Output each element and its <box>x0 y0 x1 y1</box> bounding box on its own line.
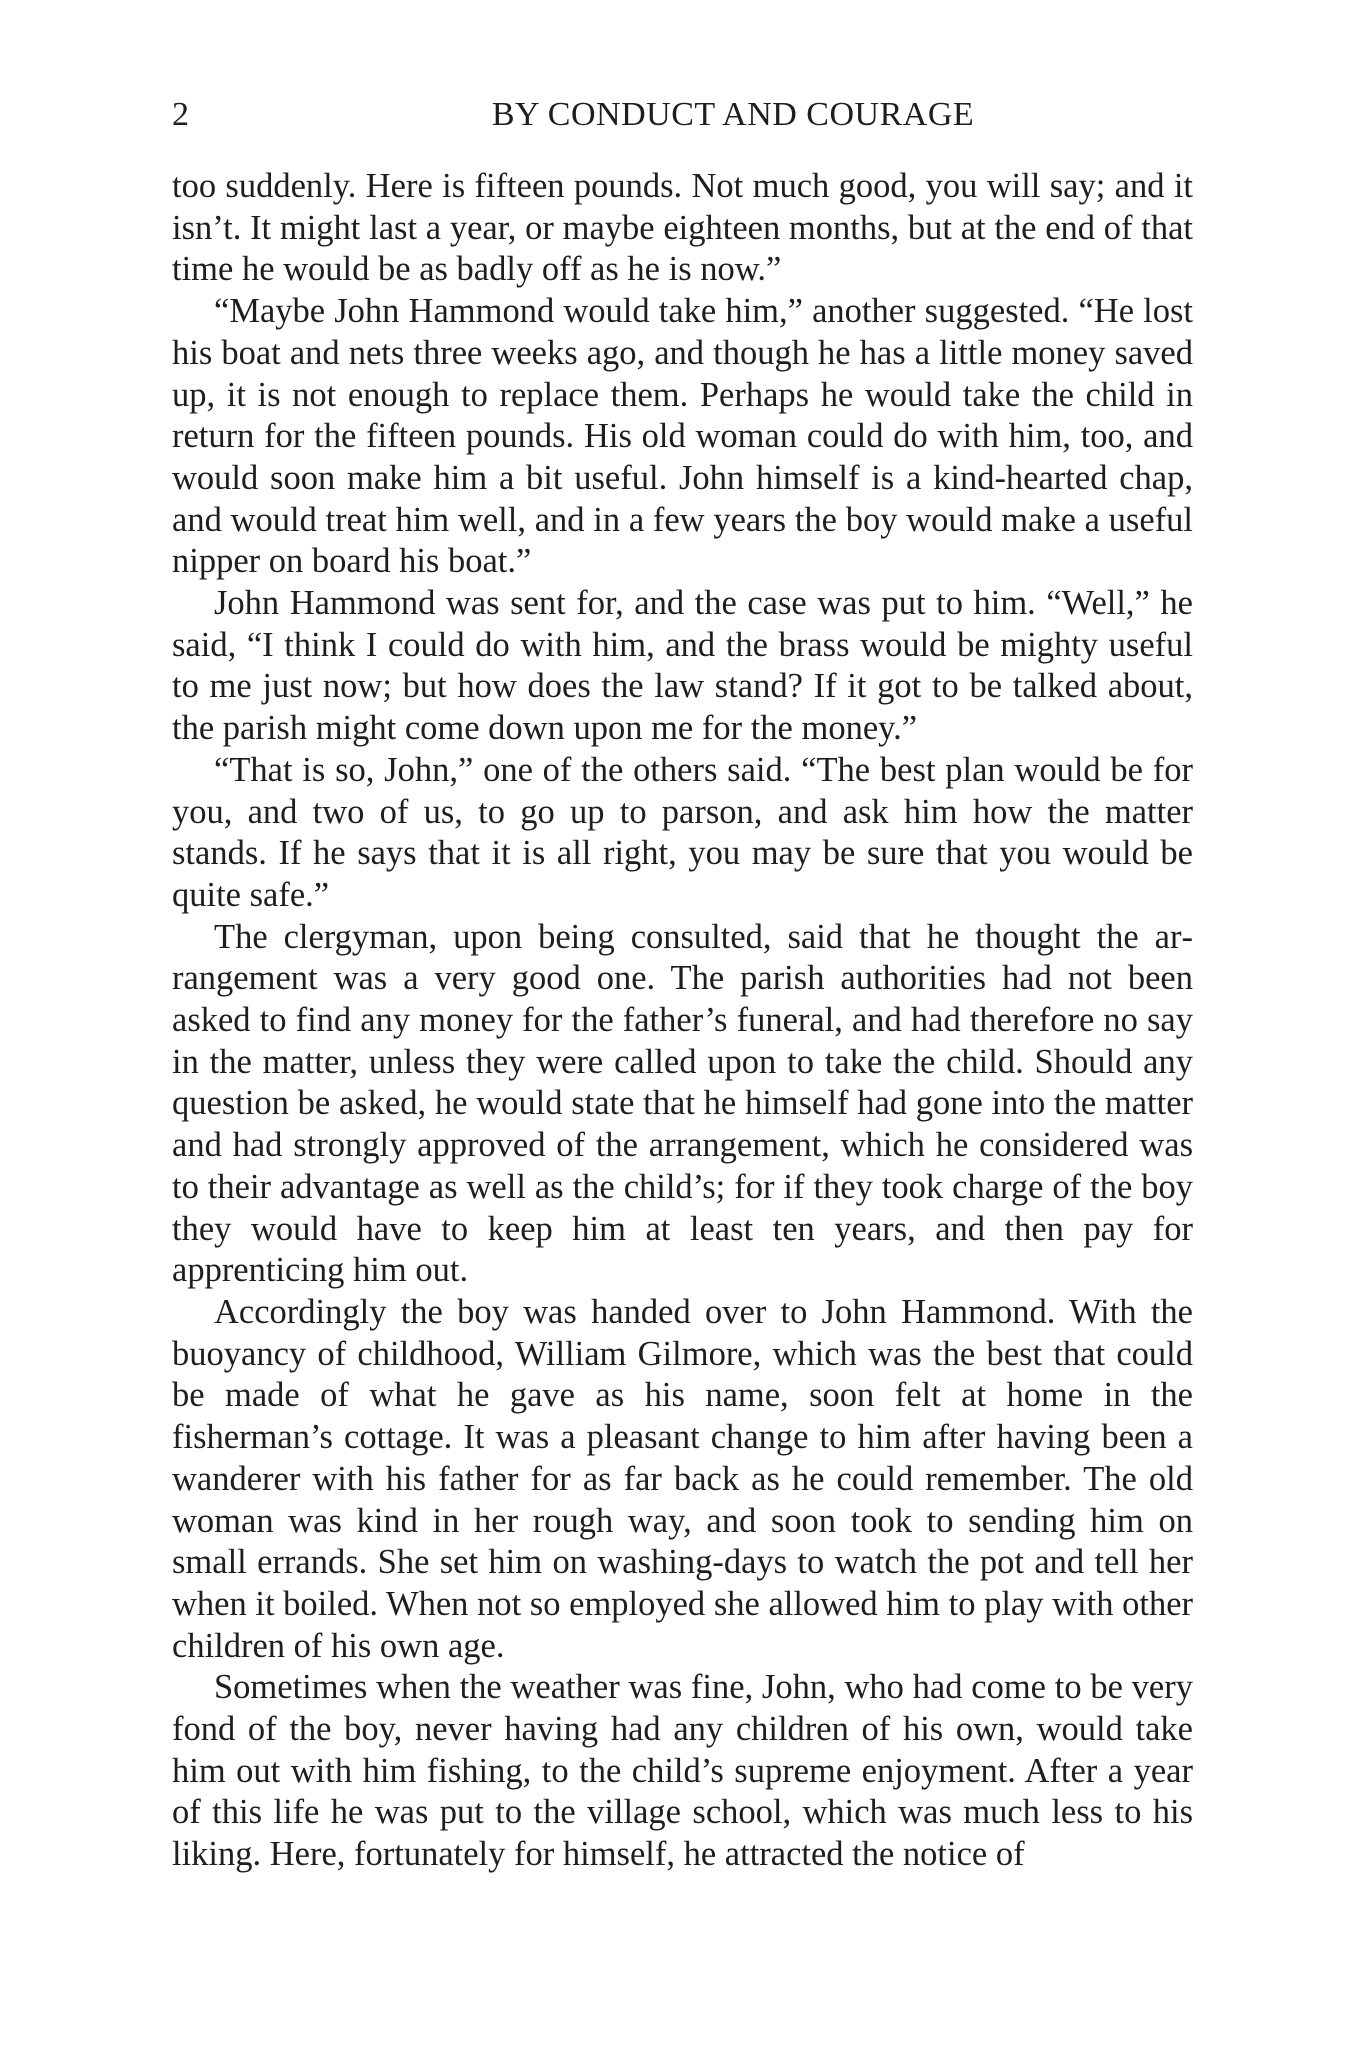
paragraph-boy-handed-over: Accordingly the boy was handed over to John Hammond. With the buoyancy of childhood, William Gilmore, which was the best that could be made of what he gave as his name, soon felt at home in the fisherman’s cottage. It was a pleasant change to him after having been a wanderer with his father for as far back as he could remember. The old woman was kind in her rough way, and soon took to sending him on small errands. She set him on washing-days to watch the pot and tell her when it boiled. When not so employed she allowed him to play with other children of his own age. <box>172 1292 1193 1665</box>
paragraph-clergyman-consulted: The clergyman, upon being consulted, said that he thought the arrangement was a very good one. The parish authorities had not been asked to find any money for the father’s funeral, and had therefore no say in the matter, unless they were called upon to take the child. Should any question be asked, he would state that he himself had gone into the matter and had strongly approved of the arrangement, which he considered was to their advantage as well as the child’s; for if they took charge of the boy they would have to keep him at least ten years, and then pay for apprenticing him out. <box>172 917 1193 1290</box>
body-text <box>172 166 1193 1876</box>
book-title: BY CONDUCT AND COURAGE <box>491 96 975 133</box>
running-head <box>172 90 1193 140</box>
paragraph-continued: too suddenly. Here is fifteen pounds. Not much good, you will say; and it isn’t. It might last a year, or maybe eighteen months, but at the end of that time he would be as badly off as he is now.” <box>172 167 1193 289</box>
paragraph-john-hammond-sent-for: John Hammond was sent for, and the case was put to him. “Well,” he said, “I think I could do with him, and the brass would be mighty useful to me just now; but how does the law stand? If it got to be talked about, the parish might come down upon me for the money.” <box>172 584 1193 748</box>
paragraph-maybe-john-hammond: “Maybe John Hammond would take him,” another suggested. “He lost his boat and nets three weeks ago, and though he has a little money saved up, it is not enough to replace them. Perhaps he would take the child in return for the fifteen pounds. His old woman could do with him, too, and would soon make him a bit useful. John himself is a kind-hearted chap, and would treat him well, and in a few years the boy would make a useful nipper on board his boat.” <box>172 292 1193 581</box>
paragraph-fishing-and-school: Sometimes when the weather was fine, John, who had come to be very fond of the boy, never having had any children of his own, would take him out with him fishing, to the child’s supreme enjoyment. After a year of this life he was put to the village school, which was much less to his liking. Here, fortunately for himself, he attracted the notice of <box>172 1668 1193 1874</box>
page-number: 2 <box>172 96 190 133</box>
paragraph-that-is-so-john: “That is so, John,” one of the others said. “The best plan would be for you, and two of us, to go up to parson, and ask him how the matter stands. If he says that it is all right, you may be sure that you would be quite safe.” <box>172 750 1193 914</box>
